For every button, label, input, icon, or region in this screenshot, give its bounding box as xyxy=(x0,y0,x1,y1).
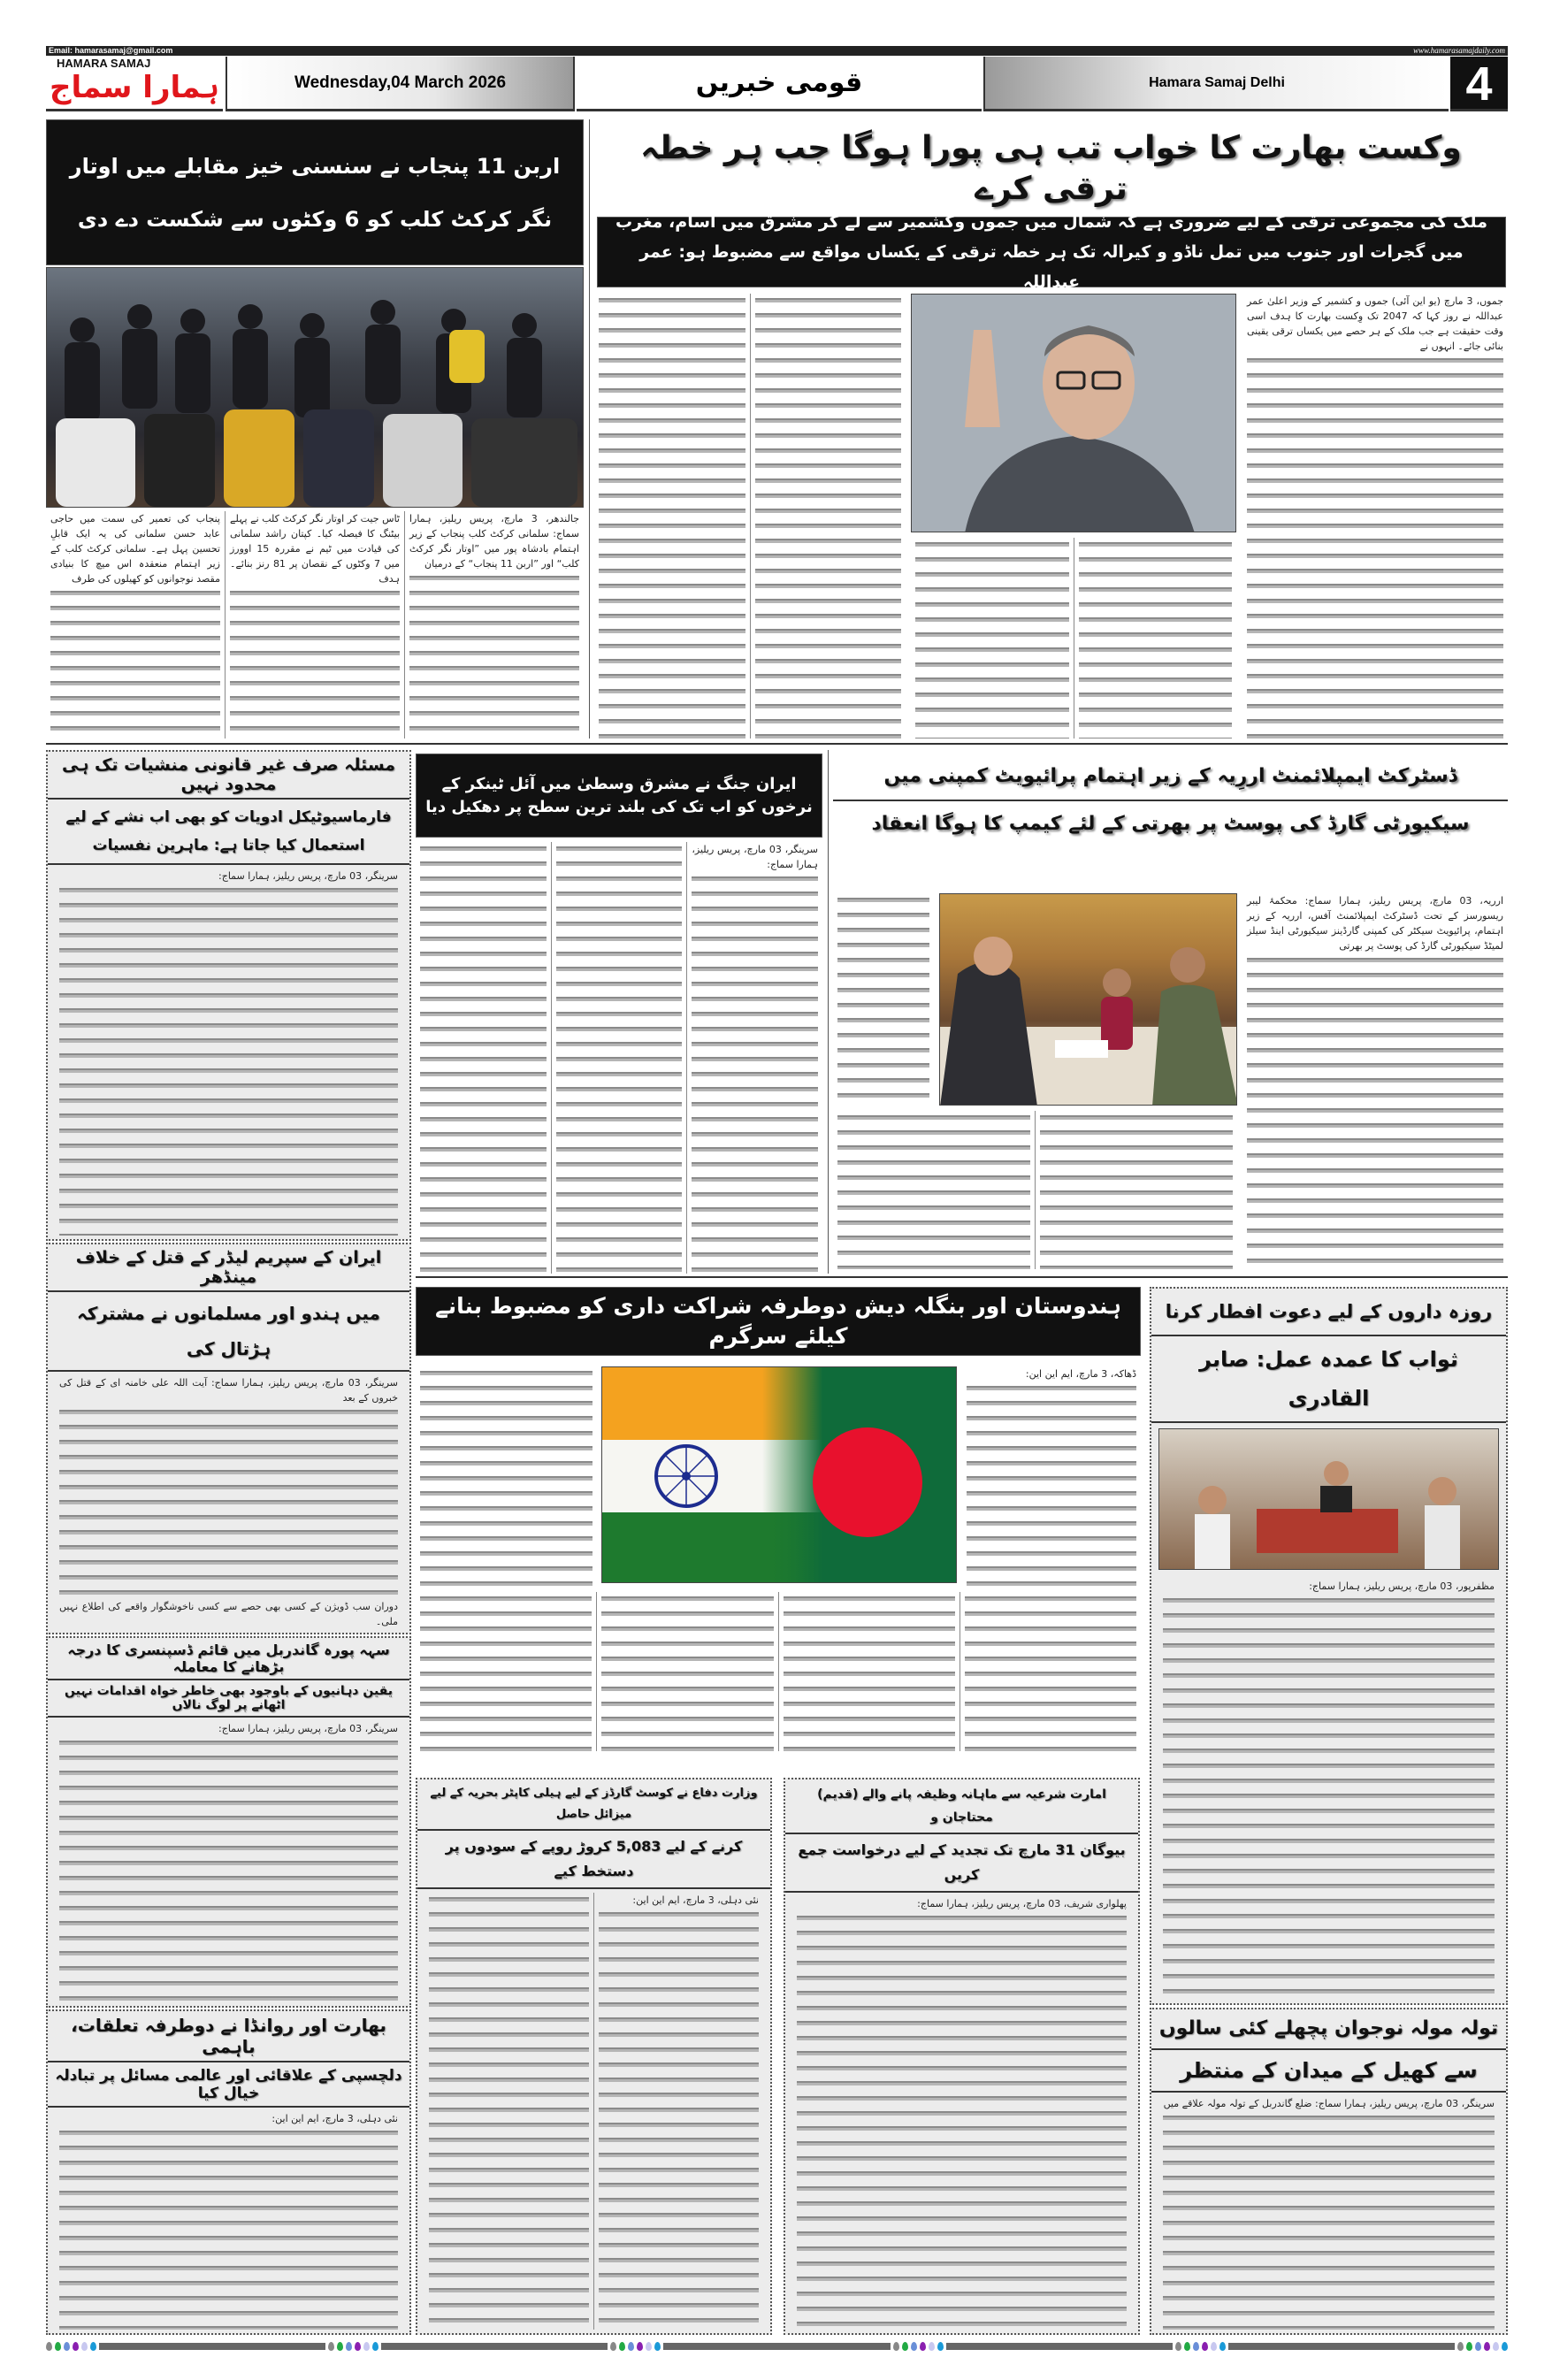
text-lines xyxy=(59,1405,398,1599)
logo-english: HAMARA SAMAJ xyxy=(57,57,151,70)
footer-dot xyxy=(328,2342,334,2351)
headline-line: ایران جنگ نے مشرق وسطیٰ میں آئل ٹینکر کے xyxy=(441,774,797,793)
text-lines xyxy=(59,884,398,1236)
footer-bar xyxy=(946,2343,1173,2350)
text-lines xyxy=(692,872,818,1274)
rwanda-body xyxy=(48,2108,409,2333)
mendhar-article xyxy=(46,1243,411,1634)
iftar-body xyxy=(1151,1575,1506,2003)
footer-bar xyxy=(663,2343,890,2350)
text-lines xyxy=(420,1592,592,1751)
footer-dot xyxy=(73,2342,79,2351)
text-column xyxy=(55,2111,402,2330)
footer-dot xyxy=(81,2342,88,2351)
headline-line: سیکیورٹی گارڈ کی پوسٹ پر بھرتی کے لئے کیمپ کا ہوگا انعقاد xyxy=(871,813,1470,835)
article-paragraph: ٹاس جیت کر اوتار نگر کرکٹ کلب نے پہلے بیٹنگ کا فیصلہ کیا۔ کپتان راشد سلمانی کی قیادت میں ٹیم نے مقررہ 15 اوورز میں 7 وکٹوں کے نقصان پر 81 رنز بنائے۔ ہدف xyxy=(230,513,400,585)
headline-line: ڈسٹرکٹ ایمپلائمنٹ اررِیہ کے زیر اہتمام پرائیویٹ کمپنی میں xyxy=(833,754,1508,801)
text-column xyxy=(1242,893,1508,1269)
footer-dot xyxy=(1175,2342,1181,2351)
footer-dot xyxy=(1466,2342,1472,2351)
vikasit-body-under-photo xyxy=(911,538,1236,738)
footer-bar xyxy=(99,2343,325,2350)
text-lines xyxy=(837,1111,1030,1269)
district-body-under xyxy=(833,1111,1237,1269)
footer-dot xyxy=(64,2342,70,2351)
vikasit-body-left xyxy=(594,294,906,738)
imarat-headline: امارت شرعیہ سے ماہانہ وظیفہ پانے والے (قدیم) محتاجان و xyxy=(785,1779,1138,1834)
text-column xyxy=(686,842,822,1274)
meeting-illustration xyxy=(940,894,1237,1106)
footer-ornament xyxy=(46,2342,1508,2351)
text-column xyxy=(911,538,1074,738)
cricket-team-photo xyxy=(46,267,584,508)
page-number: 4 xyxy=(1450,57,1508,111)
india-bangladesh-body-right xyxy=(962,1366,1141,1588)
text-column xyxy=(55,1375,402,1629)
imarat-body xyxy=(785,1893,1138,2333)
text-column xyxy=(55,1721,402,2002)
text-column xyxy=(416,842,551,1274)
text-lines xyxy=(1163,1594,1495,2000)
article-lead: ارریہ، 03 مارچ، پریس ریلیز، ہمارا سماج: محکمۂ لیبر ریسورسز کے تحت ڈسٹرکٹ ایمپلائمنٹ آفس، ارریہ کے زیر اہتمام، پرائیویٹ سیکٹر کی کمپنی گارڈینز سیکیورٹی اینڈ سیلز لمیٹڈ سیکیورٹی گارڈ کی پوسٹ پر بھرتی xyxy=(1247,895,1504,952)
text-lines xyxy=(1040,1111,1233,1269)
text-lines xyxy=(784,1592,955,1751)
text-lines xyxy=(915,538,1069,738)
footer-dot xyxy=(363,2342,370,2351)
text-lines xyxy=(1247,953,1503,1269)
text-column xyxy=(750,294,906,738)
footer-dot xyxy=(619,2342,625,2351)
article-lead: سرینگر، 03 مارچ، پریس ریلیز، ہمارا سماج: xyxy=(692,844,818,870)
tulmulla-article xyxy=(1150,2008,1508,2335)
text-lines xyxy=(420,842,547,1274)
text-column xyxy=(551,842,687,1274)
footer-dot xyxy=(1193,2342,1199,2351)
iftar-headline-2: ثواب کا عمدہ عمل: صابر القادری xyxy=(1151,1336,1506,1423)
vikasit-headline: وکست بھارت کا خواب تب ہی پورا ہوگا جب ہر خطہ ترقی کرے xyxy=(640,130,1462,207)
article-lead: جالندھر، 3 مارچ، پریس ریلیز، ہمارا سماج: سلمانی کرکٹ کلب پنجاب کے زیر اہتمام بادشاہ پور میں ”اوتار نگر کرکٹ کلب“ اور ”اربن 11 پنجاب“ کے درمیان xyxy=(409,513,579,570)
footer-dot xyxy=(646,2342,652,2351)
text-lines xyxy=(59,2126,398,2330)
sehpora-article xyxy=(46,1636,411,2008)
mendhar-body xyxy=(48,1372,409,1633)
recruitment-camp-photo xyxy=(939,893,1237,1106)
column-divider xyxy=(828,750,829,1274)
article-lead: سرینگر، 03 مارچ، پریس ریلیز، ہمارا سماج: ضلع گاندربل کے تولہ مولہ علاقے میں xyxy=(1163,2098,1495,2109)
footer-dot xyxy=(346,2342,352,2351)
footer-bar xyxy=(381,2343,608,2350)
issue-date: Wednesday,04 March 2026 xyxy=(226,57,575,111)
footer-dot xyxy=(1457,2342,1464,2351)
footer-dot xyxy=(654,2342,661,2351)
text-column xyxy=(225,511,404,738)
vikasit-subhead: ملک کی مجموعی ترقی کے لیے ضروری ہے کہ شمال میں جموں وکشمیر سے لے کر مشرق میں آسام، مغرب میں گجرات اور جنوب میں تمل ناڈو و کیرالہ تک ہر خطہ ترقی کے یکساں مواقع سے مضبوط ہو: عمر عبداللہ xyxy=(597,217,1506,287)
top-strip xyxy=(46,46,1508,56)
footer-dot xyxy=(920,2342,926,2351)
rwanda-article xyxy=(46,2009,411,2335)
text-column xyxy=(404,511,584,738)
india-bangladesh-body-bottom xyxy=(416,1592,1141,1751)
text-lines xyxy=(420,1366,593,1588)
text-lines xyxy=(1079,538,1233,738)
text-lines xyxy=(556,842,683,1274)
cricket-headline xyxy=(46,119,584,265)
footer-dot xyxy=(372,2342,378,2351)
footer-dot xyxy=(1493,2342,1499,2351)
headline-line: نرخوں کو اب تک کی بلند ترین سطح پر دھکیل دیا xyxy=(425,797,813,816)
text-column xyxy=(1158,2096,1499,2330)
text-lines xyxy=(1247,354,1503,738)
footer-dot xyxy=(1475,2342,1481,2351)
text-lines xyxy=(59,1736,398,2002)
footer-dot xyxy=(1484,2342,1490,2351)
text-column xyxy=(962,1366,1141,1588)
text-lines xyxy=(429,1893,589,2330)
text-column xyxy=(593,1893,763,2330)
text-column xyxy=(778,1592,959,1751)
iftar-photo xyxy=(1158,1428,1499,1570)
text-lines xyxy=(797,1911,1127,2330)
text-column xyxy=(424,1893,593,2330)
district-body-right xyxy=(1242,893,1508,1269)
india-bangladesh-body-left xyxy=(416,1366,597,1588)
defence-article xyxy=(416,1778,772,2335)
india-bangladesh-flags-image xyxy=(601,1366,957,1583)
cricket-article-body xyxy=(46,511,584,738)
iran-oil-headline xyxy=(416,754,822,838)
rwanda-headline-2: دلچسپی کے علاقائی اور عالمی مسائل پر تبادلہ خیال کیا xyxy=(48,2062,409,2108)
edition-name: Hamara Samaj Delhi xyxy=(983,57,1449,111)
article-paragraph: پنجاب کی تعمیر کی سمت میں حاجی عابد حسن سلمانی کی یہ ایک قابلِ تحسین پہل ہے۔ سلمانی کرکٹ کلب کے زیر اہتمام منعقدہ اس میچ کا بنیادی مقصد نوجوانوں کو کھیلوں کی طرف xyxy=(50,513,220,585)
article-lead: سرینگر، 03 مارچ، پریس ریلیز، ہمارا سماج: xyxy=(218,870,398,882)
defence-headline-2: کرنے کے لیے 5,083 کروڑ روپے کے سودوں پر دستخط کیے xyxy=(417,1831,770,1889)
text-column xyxy=(1158,1579,1499,2000)
text-column xyxy=(594,294,750,738)
text-column xyxy=(833,893,934,1106)
text-column xyxy=(596,1592,777,1751)
text-column xyxy=(1074,538,1237,738)
imarat-article xyxy=(784,1778,1140,2335)
footer-bar xyxy=(1228,2343,1455,2350)
footer-dot xyxy=(637,2342,643,2351)
footer-dot xyxy=(929,2342,935,2351)
text-column xyxy=(46,511,225,738)
omar-abdullah-photo xyxy=(911,294,1236,532)
sehpora-headline: سہہ پورہ گاندربل میں قائم ڈسپنسری کا درجہ بڑھانے کا معاملہ xyxy=(48,1638,409,1680)
article-lead: ڈھاکہ، 3 مارچ، ایم این این: xyxy=(1025,1368,1136,1380)
footer-dot xyxy=(893,2342,899,2351)
email-address: Email: hamarasamaj@gmail.com xyxy=(49,46,173,55)
defence-headline: وزارت دفاع نے کوسٹ گارڈز کے لیے ہیلی کاپٹر بحریہ کے لیے میزائل حاصل xyxy=(417,1779,770,1831)
text-lines xyxy=(1163,2111,1495,2330)
footer-dot xyxy=(355,2342,361,2351)
article-lead: پھلواری شریف، 03 مارچ، پریس ریلیز، ہمارا سماج: xyxy=(917,1898,1127,1909)
tulmulla-headline-2: سے کھیل کے میدان کے منتظر xyxy=(1151,2050,1506,2093)
text-column xyxy=(416,1366,597,1588)
text-column xyxy=(416,1592,596,1751)
text-column xyxy=(1242,294,1508,738)
text-column xyxy=(959,1592,1141,1751)
mendhar-headline-2: میں ہندو اور مسلمانوں نے مشترکہ ہڑتال کی xyxy=(48,1292,409,1372)
vikasit-body-right xyxy=(1242,294,1508,738)
district-headline xyxy=(833,754,1508,849)
article-lead: سرینگر، 03 مارچ، پریس ریلیز، ہمارا سماج: آیت اللہ علی خامنہ ای کے قتل کی خبروں کے بعد xyxy=(59,1377,398,1404)
iftar-headline: روزہ داروں کے لیے دعوت افطار کرنا xyxy=(1151,1289,1506,1336)
mendhar-headline: ایران کے سپریم لیڈر کے قتل کے خلاف مینڈھر xyxy=(48,1244,409,1292)
footer-dot xyxy=(1202,2342,1208,2351)
text-lines xyxy=(230,586,400,738)
defence-body xyxy=(417,1889,770,2333)
text-column xyxy=(1035,1111,1237,1269)
footer-dot xyxy=(46,2342,52,2351)
portrait-illustration xyxy=(912,295,1236,532)
text-lines xyxy=(837,893,929,1106)
footer-dot xyxy=(937,2342,944,2351)
iftar-illustration xyxy=(1159,1429,1499,1570)
text-lines xyxy=(599,1908,759,2330)
text-lines xyxy=(755,294,902,738)
text-column xyxy=(55,869,402,1236)
footer-dot xyxy=(90,2342,96,2351)
footer-dot xyxy=(1184,2342,1190,2351)
text-lines xyxy=(599,294,745,738)
footer-dot xyxy=(1211,2342,1217,2351)
flags-illustration xyxy=(602,1367,957,1583)
footer-dot xyxy=(628,2342,634,2351)
tulmulla-headline: تولہ مولہ نوجوان پچھلے کئی سالوں xyxy=(1151,2009,1506,2050)
footer-dot xyxy=(55,2342,61,2351)
article-lead: نئی دہلی، 3 مارچ، ایم این این: xyxy=(632,1894,759,1906)
sehpora-body xyxy=(48,1718,409,2006)
row-divider xyxy=(46,743,1508,745)
column-divider xyxy=(589,119,590,738)
rwanda-headline: بھارت اور روانڈا نے دوطرفہ تعلقات، باہمی xyxy=(48,2011,409,2062)
logo xyxy=(46,57,223,111)
article-closing: دوران سب ڈویژن کے کسی بھی حصے سے کسی ناخوشگوار واقعے کی اطلاع نہیں ملی۔ xyxy=(59,1601,398,1627)
iran-oil-body xyxy=(416,842,822,1274)
sehpora-subheadline: یقین دہانیوں کے باوجود بھی خاطر خواہ اقدامات نہیں اٹھانے پر لوگ نالاں xyxy=(48,1680,409,1718)
text-lines xyxy=(965,1592,1136,1751)
article-lead: جموں، 3 مارچ (یو این آئی) جموں و کشمیر کے وزیر اعلیٰ عمر عبداللہ نے روز کہا کہ 2047 تک وِکست بھارت کا ہدف اسی وقت حقیقت ہے جب ملک کے ہر حصے میں یکساں ترقی یقینی بنائی جائے۔ انہوں نے xyxy=(1247,295,1504,352)
iftar-article xyxy=(1150,1287,1508,2005)
section-title: قومی خبریں xyxy=(577,57,982,111)
drugs-headline: مسئلہ صرف غیر قانونی منشیات تک ہی محدود نہیں xyxy=(48,752,409,800)
text-lines xyxy=(50,586,220,738)
footer-dot xyxy=(1219,2342,1226,2351)
india-bangladesh-headline: ہندوستان اور بنگلہ دیش دوطرفہ شراکت داری کو مضبوط بنانے کیلئے سرگرم xyxy=(416,1287,1141,1356)
team-photo-illustration xyxy=(47,268,584,508)
footer-dot xyxy=(337,2342,343,2351)
row-divider xyxy=(416,1276,1508,1278)
footer-dot xyxy=(1502,2342,1508,2351)
headline-line: نگر کرکٹ کلب کو 6 وکٹوں سے شکست دے دی xyxy=(77,206,553,232)
website-url: www.hamarasamajdaily.com xyxy=(1413,46,1505,55)
text-lines xyxy=(601,1592,773,1751)
text-lines xyxy=(967,1381,1136,1588)
article-lead: سرینگر، 03 مارچ، پریس ریلیز، ہمارا سماج: xyxy=(218,1723,398,1734)
drugs-subheadline: فارماسیوٹیکل ادویات کو بھی اب نشے کے لیے استعمال کیا جاتا ہے: ماہرین نفسیات xyxy=(48,800,409,865)
drugs-article xyxy=(46,750,411,1241)
footer-dot xyxy=(610,2342,616,2351)
imarat-headline-2: بیوگان 31 مارچ تک تجدید کے لیے درخواست جمع کریں xyxy=(785,1834,1138,1893)
footer-dot xyxy=(902,2342,908,2351)
article-lead: نئی دہلی، 3 مارچ، ایم این این: xyxy=(271,2113,398,2124)
article-lead: مظفرپور، 03 مارچ، پریس ریلیز، ہمارا سماج: xyxy=(1309,1580,1495,1592)
text-lines xyxy=(409,571,579,738)
logo-urdu: ہمارا سماج xyxy=(49,70,220,105)
drugs-body xyxy=(48,865,409,1239)
footer-dot xyxy=(911,2342,917,2351)
tulmulla-body xyxy=(1151,2093,1506,2333)
text-column xyxy=(792,1896,1131,2330)
headline-line: اربن 11 پنجاب نے سنسنی خیز مقابلے میں اوتار xyxy=(69,153,561,179)
district-body-left xyxy=(833,893,934,1106)
text-column xyxy=(833,1111,1035,1269)
